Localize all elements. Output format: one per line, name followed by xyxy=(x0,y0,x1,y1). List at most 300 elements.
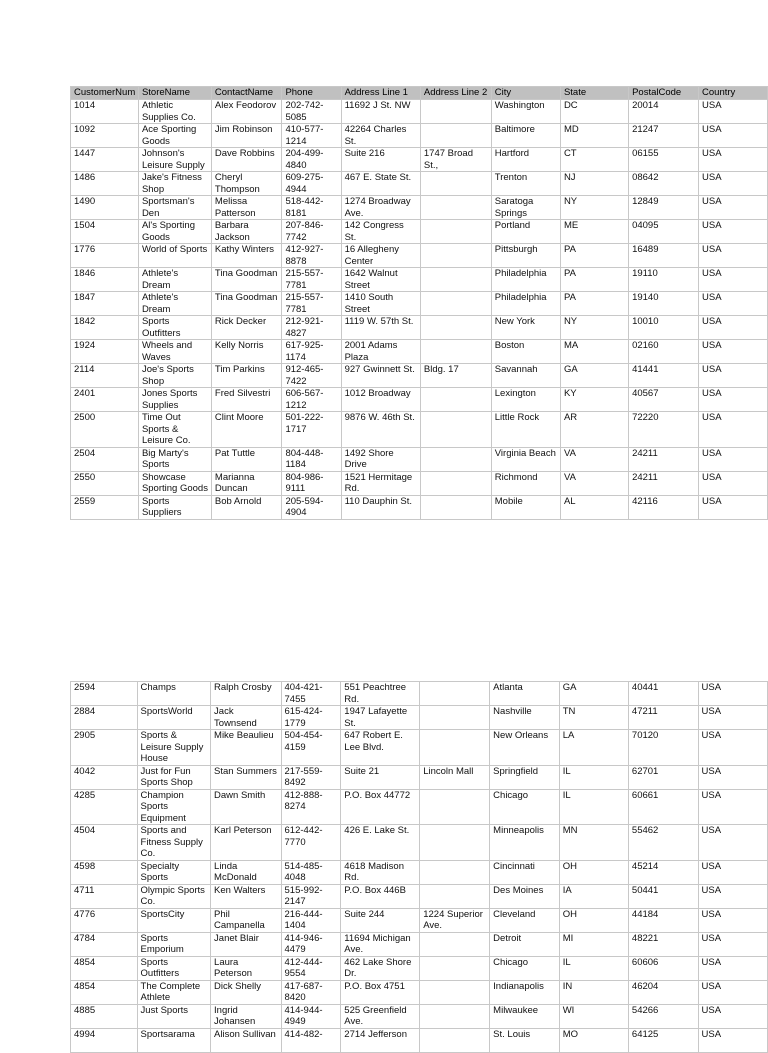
table-cell xyxy=(420,706,490,730)
table-cell: 64125 xyxy=(628,1028,698,1052)
col-header: ContactName xyxy=(211,87,282,100)
table-cell: 205-594-4904 xyxy=(282,495,341,519)
table-cell: 47211 xyxy=(628,706,698,730)
table-cell: 11692 J St. NW xyxy=(341,100,420,124)
customer-table-page-1 xyxy=(70,86,768,520)
table-cell: 804-986-9111 xyxy=(282,471,341,495)
table-cell: USA xyxy=(699,220,768,244)
table-cell: New Orleans xyxy=(490,730,560,766)
table-cell: 04095 xyxy=(629,220,699,244)
table-cell: Richmond xyxy=(491,471,560,495)
table-row xyxy=(71,340,768,364)
col-header: Address Line 1 xyxy=(341,87,420,100)
table-cell: Melissa Patterson xyxy=(211,196,282,220)
table-cell: 1521 Hermitage Rd. xyxy=(341,471,420,495)
table-cell: Rick Decker xyxy=(211,316,282,340)
table-cell: MD xyxy=(560,124,628,148)
table-cell: USA xyxy=(699,316,768,340)
table-cell: 414-944-4949 xyxy=(281,1004,341,1028)
table-cell: 414-946-4479 xyxy=(281,932,341,956)
table-cell: Olympic Sports Co. xyxy=(137,884,211,908)
table-cell: IL xyxy=(559,789,628,825)
table-cell: Springfield xyxy=(490,765,560,789)
table-cell: AL xyxy=(560,495,628,519)
table-cell: 4285 xyxy=(71,789,138,825)
table-cell: USA xyxy=(699,412,768,448)
table-cell: USA xyxy=(699,495,768,519)
table-cell: P.O. Box 4751 xyxy=(341,980,420,1004)
table-cell: 1119 W. 57th St. xyxy=(341,316,420,340)
table-cell: USA xyxy=(699,292,768,316)
table-cell: 4784 xyxy=(71,932,138,956)
table-cell: VA xyxy=(560,447,628,471)
table-cell: USA xyxy=(698,860,767,884)
table-cell: Des Moines xyxy=(490,884,560,908)
table-row xyxy=(71,1004,768,1028)
table-cell: Chicago xyxy=(490,789,560,825)
table-cell: NJ xyxy=(560,172,628,196)
table-cell: Tina Goodman xyxy=(211,292,282,316)
table-cell: Sportsarama xyxy=(137,1028,211,1052)
table-cell: 4711 xyxy=(71,884,138,908)
table-cell: 4042 xyxy=(71,765,138,789)
table-cell: SportsCity xyxy=(137,908,211,932)
table-cell: 4504 xyxy=(71,825,138,861)
table-cell: Fred Silvestri xyxy=(211,388,282,412)
table-cell: Pat Tuttle xyxy=(211,447,282,471)
table-cell: SportsWorld xyxy=(137,706,211,730)
table-cell: Ralph Crosby xyxy=(211,682,281,706)
table-cell: USA xyxy=(698,765,767,789)
table-cell: IL xyxy=(559,956,628,980)
table-cell: IA xyxy=(559,884,628,908)
table-cell: 412-888-8274 xyxy=(281,789,341,825)
table-cell: 609-275-4944 xyxy=(282,172,341,196)
table-cell: 207-846-7742 xyxy=(282,220,341,244)
table-cell: 1776 xyxy=(71,244,139,268)
table-cell: 70120 xyxy=(628,730,698,766)
table-cell: USA xyxy=(699,244,768,268)
table-cell: 11694 Michigan Ave. xyxy=(341,932,420,956)
table-cell: Clint Moore xyxy=(211,412,282,448)
table-cell: 1504 xyxy=(71,220,139,244)
table-cell: MI xyxy=(559,932,628,956)
table-row xyxy=(71,316,768,340)
table-cell: Philadelphia xyxy=(491,268,560,292)
table-row xyxy=(71,447,768,471)
table-row xyxy=(71,268,768,292)
table-cell: USA xyxy=(698,706,767,730)
table-cell: 4854 xyxy=(71,980,138,1004)
table-cell: 1410 South Street xyxy=(341,292,420,316)
table-cell: IN xyxy=(559,980,628,1004)
table-cell: Pittsburgh xyxy=(491,244,560,268)
table-cell: 1642 Walnut Street xyxy=(341,268,420,292)
table-cell: 1092 xyxy=(71,124,139,148)
table-cell: USA xyxy=(699,268,768,292)
table-cell: 4994 xyxy=(71,1028,138,1052)
table-cell xyxy=(420,471,491,495)
table-cell: Linda McDonald xyxy=(211,860,281,884)
table-cell: 62701 xyxy=(628,765,698,789)
table-cell: Jake's Fitness Shop xyxy=(138,172,211,196)
table-cell: 404-421-7455 xyxy=(281,682,341,706)
table-cell: Alex Feodorov xyxy=(211,100,282,124)
table-cell: 2550 xyxy=(71,471,139,495)
header-row xyxy=(71,87,768,100)
table-cell xyxy=(420,825,490,861)
table-cell: Big Marty's Sports xyxy=(138,447,211,471)
table-cell: 606-567-1212 xyxy=(282,388,341,412)
table-cell: 2500 xyxy=(71,412,139,448)
table-cell xyxy=(420,196,491,220)
table-cell: Karl Peterson xyxy=(211,825,281,861)
table-cell xyxy=(420,172,491,196)
table-cell: Portland xyxy=(491,220,560,244)
table-cell xyxy=(420,124,491,148)
table-cell: USA xyxy=(699,340,768,364)
table-row xyxy=(71,789,768,825)
table-cell xyxy=(420,730,490,766)
table-row xyxy=(71,412,768,448)
table-cell xyxy=(420,860,490,884)
table-cell: NY xyxy=(560,316,628,340)
table-cell: Sports Emporium xyxy=(137,932,211,956)
table-cell: Cheryl Thompson xyxy=(211,172,282,196)
table-cell: 55462 xyxy=(628,825,698,861)
table-cell: Dawn Smith xyxy=(211,789,281,825)
table-cell: 4776 xyxy=(71,908,138,932)
table-cell: Ingrid Johansen xyxy=(211,1004,281,1028)
table-cell xyxy=(420,268,491,292)
col-header: StoreName xyxy=(138,87,211,100)
table-cell: 2401 xyxy=(71,388,139,412)
table-cell: Sports Outfitters xyxy=(137,956,211,980)
table-cell: Jack Townsend xyxy=(211,706,281,730)
table-cell: Champion Sports Equipment xyxy=(137,789,211,825)
table-row xyxy=(71,148,768,172)
table-cell: 1924 xyxy=(71,340,139,364)
table-cell: USA xyxy=(698,884,767,908)
table-cell: 514-485-4048 xyxy=(281,860,341,884)
table-cell: Suite 216 xyxy=(341,148,420,172)
table-cell: Jones Sports Supplies xyxy=(138,388,211,412)
table-cell: USA xyxy=(699,364,768,388)
table-cell: 4618 Madison Rd. xyxy=(341,860,420,884)
table-cell: Kathy Winters xyxy=(211,244,282,268)
table-cell: 215-557-7781 xyxy=(282,268,341,292)
table-row xyxy=(71,292,768,316)
table-cell: 16489 xyxy=(629,244,699,268)
table-cell: Phil Campanella xyxy=(211,908,281,932)
table-cell xyxy=(420,316,491,340)
table-row xyxy=(71,706,768,730)
table-cell: PA xyxy=(560,244,628,268)
table-cell: Joe's Sports Shop xyxy=(138,364,211,388)
table-cell: Athlete's Dream xyxy=(138,268,211,292)
table-cell xyxy=(420,100,491,124)
table-cell: USA xyxy=(699,100,768,124)
table-cell: Nashville xyxy=(490,706,560,730)
table-cell: Lexington xyxy=(491,388,560,412)
table-cell: PA xyxy=(560,292,628,316)
table-cell: 518-442-8181 xyxy=(282,196,341,220)
table-cell xyxy=(420,980,490,1004)
table-cell xyxy=(420,340,491,364)
table-cell: 551 Peachtree Rd. xyxy=(341,682,420,706)
table-cell: ME xyxy=(560,220,628,244)
table-cell: Boston xyxy=(491,340,560,364)
table-cell: Barbara Jackson xyxy=(211,220,282,244)
table-cell: NY xyxy=(560,196,628,220)
table-cell: 60661 xyxy=(628,789,698,825)
table-cell: CT xyxy=(560,148,628,172)
table-cell: Saratoga Springs xyxy=(491,196,560,220)
table-cell: 1490 xyxy=(71,196,139,220)
table-cell: 462 Lake Shore Dr. xyxy=(341,956,420,980)
table-cell: 617-925-1174 xyxy=(282,340,341,364)
table-cell: 412-444-9554 xyxy=(281,956,341,980)
table-cell: OH xyxy=(559,908,628,932)
table-cell: Suite 244 xyxy=(341,908,420,932)
table-cell: 217-559-8492 xyxy=(281,765,341,789)
table-cell: DC xyxy=(560,100,628,124)
table-cell xyxy=(420,789,490,825)
table-row xyxy=(71,980,768,1004)
table-cell: 912-465-7422 xyxy=(282,364,341,388)
table-cell: 216-444-1404 xyxy=(281,908,341,932)
table-row xyxy=(71,884,768,908)
table-cell: 142 Congress St. xyxy=(341,220,420,244)
table-cell: 647 Robert E. Lee Blvd. xyxy=(341,730,420,766)
table-row xyxy=(71,100,768,124)
table-cell: 06155 xyxy=(629,148,699,172)
table-cell: 1274 Broadway Ave. xyxy=(341,196,420,220)
table-cell: Wheels and Waves xyxy=(138,340,211,364)
table-cell: USA xyxy=(698,682,767,706)
table-cell: Mobile xyxy=(491,495,560,519)
table-cell: 2001 Adams Plaza xyxy=(341,340,420,364)
table-cell: St. Louis xyxy=(490,1028,560,1052)
table-cell: 1846 xyxy=(71,268,139,292)
col-header: City xyxy=(491,87,560,100)
table-cell: USA xyxy=(698,980,767,1004)
table-cell: 45214 xyxy=(628,860,698,884)
table-row xyxy=(71,908,768,932)
table-cell: 410-577-1214 xyxy=(282,124,341,148)
table-cell: PA xyxy=(560,268,628,292)
table-cell: VA xyxy=(560,471,628,495)
table-cell: Sports Outfitters xyxy=(138,316,211,340)
table-cell: Kelly Norris xyxy=(211,340,282,364)
table-cell: 2884 xyxy=(71,706,138,730)
table-cell xyxy=(420,956,490,980)
table-cell: Tim Parkins xyxy=(211,364,282,388)
table-cell: New York xyxy=(491,316,560,340)
table-row xyxy=(71,956,768,980)
table-cell: Tina Goodman xyxy=(211,268,282,292)
col-header: Phone xyxy=(282,87,341,100)
table-cell: 426 E. Lake St. xyxy=(341,825,420,861)
table-cell: 412-927-8878 xyxy=(282,244,341,268)
table-cell xyxy=(420,1028,490,1052)
col-header: PostalCode xyxy=(629,87,699,100)
table-cell: 20014 xyxy=(629,100,699,124)
table-cell: Hartford xyxy=(491,148,560,172)
table-cell: 16 Allegheny Center xyxy=(341,244,420,268)
table-cell: 21247 xyxy=(629,124,699,148)
table-cell: Champs xyxy=(137,682,211,706)
table-cell: The Complete Athlete xyxy=(137,980,211,1004)
table-cell: USA xyxy=(698,1004,767,1028)
table-cell xyxy=(420,682,490,706)
table-cell: Washington xyxy=(491,100,560,124)
table-cell: Johnson's Leisure Supply xyxy=(138,148,211,172)
table-cell: USA xyxy=(699,388,768,412)
table-cell: Little Rock xyxy=(491,412,560,448)
table-cell: Al's Sporting Goods xyxy=(138,220,211,244)
table-cell: 12849 xyxy=(629,196,699,220)
table-cell: MA xyxy=(560,340,628,364)
table-row xyxy=(71,730,768,766)
table-cell: 42116 xyxy=(629,495,699,519)
table-cell: Ace Sporting Goods xyxy=(138,124,211,148)
table-cell: 515-992-2147 xyxy=(281,884,341,908)
table-cell: 50441 xyxy=(628,884,698,908)
table-cell: Detroit xyxy=(490,932,560,956)
table-cell: USA xyxy=(698,789,767,825)
table-row xyxy=(71,196,768,220)
table-cell: World of Sports xyxy=(138,244,211,268)
table-cell: 40567 xyxy=(629,388,699,412)
table-cell: 24211 xyxy=(629,447,699,471)
table-row xyxy=(71,860,768,884)
col-header: Country xyxy=(699,87,768,100)
table-cell: Trenton xyxy=(491,172,560,196)
table-cell: MN xyxy=(559,825,628,861)
table-cell: 2905 xyxy=(71,730,138,766)
table-cell: USA xyxy=(698,932,767,956)
table-cell xyxy=(420,1004,490,1028)
table-cell: Sports Suppliers xyxy=(138,495,211,519)
table-cell: 504-454-4159 xyxy=(281,730,341,766)
table-cell: USA xyxy=(698,956,767,980)
table-cell xyxy=(420,220,491,244)
table-cell: GA xyxy=(559,682,628,706)
table-cell: Athlete's Dream xyxy=(138,292,211,316)
table-cell: GA xyxy=(560,364,628,388)
table-cell: 615-424-1779 xyxy=(281,706,341,730)
col-header: CustomerNum xyxy=(71,87,139,100)
table-cell xyxy=(420,388,491,412)
table-cell: LA xyxy=(559,730,628,766)
table-row xyxy=(71,388,768,412)
col-header: State xyxy=(560,87,628,100)
table-cell: Athletic Supplies Co. xyxy=(138,100,211,124)
table-cell: Chicago xyxy=(490,956,560,980)
table-cell: Marianna Duncan xyxy=(211,471,282,495)
table-cell: Showcase Sporting Goods xyxy=(138,471,211,495)
table-cell: 927 Gwinnett St. xyxy=(341,364,420,388)
table-cell xyxy=(420,884,490,908)
table-cell: 1492 Shore Drive xyxy=(341,447,420,471)
table-cell: 72220 xyxy=(629,412,699,448)
table-cell: 2504 xyxy=(71,447,139,471)
table-cell: Stan Summers xyxy=(211,765,281,789)
table-cell: 1224 Superior Ave. xyxy=(420,908,490,932)
table-cell xyxy=(420,244,491,268)
table-cell: Suite 21 xyxy=(341,765,420,789)
table-cell: Bldg. 17 xyxy=(420,364,491,388)
table-cell: Time Out Sports & Leisure Co. xyxy=(138,412,211,448)
table-row xyxy=(71,682,768,706)
table-cell: Ken Walters xyxy=(211,884,281,908)
table-cell: Mike Beaulieu xyxy=(211,730,281,766)
table-cell: 4854 xyxy=(71,956,138,980)
table-cell: Dick Shelly xyxy=(211,980,281,1004)
table-cell: 60606 xyxy=(628,956,698,980)
table-cell xyxy=(420,447,491,471)
table-cell: 612-442-7770 xyxy=(281,825,341,861)
table-cell: Savannah xyxy=(491,364,560,388)
table-row xyxy=(71,1028,768,1052)
table-row xyxy=(71,825,768,861)
table-cell: 804-448-1184 xyxy=(282,447,341,471)
table-cell: 1842 xyxy=(71,316,139,340)
table-cell: USA xyxy=(698,908,767,932)
table-cell: 110 Dauphin St. xyxy=(341,495,420,519)
table-cell: 46204 xyxy=(628,980,698,1004)
table-cell: USA xyxy=(698,1028,767,1052)
table-cell: 54266 xyxy=(628,1004,698,1028)
table-cell: 41441 xyxy=(629,364,699,388)
table-row xyxy=(71,765,768,789)
table-cell: 467 E. State St. xyxy=(341,172,420,196)
col-header: Address Line 2 xyxy=(420,87,491,100)
table-cell: 417-687-8420 xyxy=(281,980,341,1004)
table-cell: Sports and Fitness Supply Co. xyxy=(137,825,211,861)
table-row xyxy=(71,220,768,244)
table-cell: 44184 xyxy=(628,908,698,932)
customer-table-page-2 xyxy=(70,681,768,1053)
table-cell: 215-557-7781 xyxy=(282,292,341,316)
table-cell: P.O. Box 446B xyxy=(341,884,420,908)
table-cell: 2594 xyxy=(71,682,138,706)
table-cell: Philadelphia xyxy=(491,292,560,316)
table-cell: 1847 xyxy=(71,292,139,316)
table-cell: 1947 Lafayette St. xyxy=(341,706,420,730)
table-row xyxy=(71,172,768,196)
table-cell: USA xyxy=(699,172,768,196)
table-cell: 40441 xyxy=(628,682,698,706)
table-cell: 1486 xyxy=(71,172,139,196)
table-cell: 02160 xyxy=(629,340,699,364)
table-cell: Laura Peterson xyxy=(211,956,281,980)
table-cell: Specialty Sports xyxy=(137,860,211,884)
table-cell: 1012 Broadway xyxy=(341,388,420,412)
table-row xyxy=(71,244,768,268)
table-cell xyxy=(420,292,491,316)
table-cell: 19140 xyxy=(629,292,699,316)
table-cell xyxy=(420,412,491,448)
table-cell: 212-921-4827 xyxy=(282,316,341,340)
table-cell: Lincoln Mall xyxy=(420,765,490,789)
table-cell: IL xyxy=(559,765,628,789)
table-cell: 19110 xyxy=(629,268,699,292)
table-cell: 42264 Charles St. xyxy=(341,124,420,148)
table-cell: Cincinnati xyxy=(490,860,560,884)
table-cell: USA xyxy=(698,730,767,766)
